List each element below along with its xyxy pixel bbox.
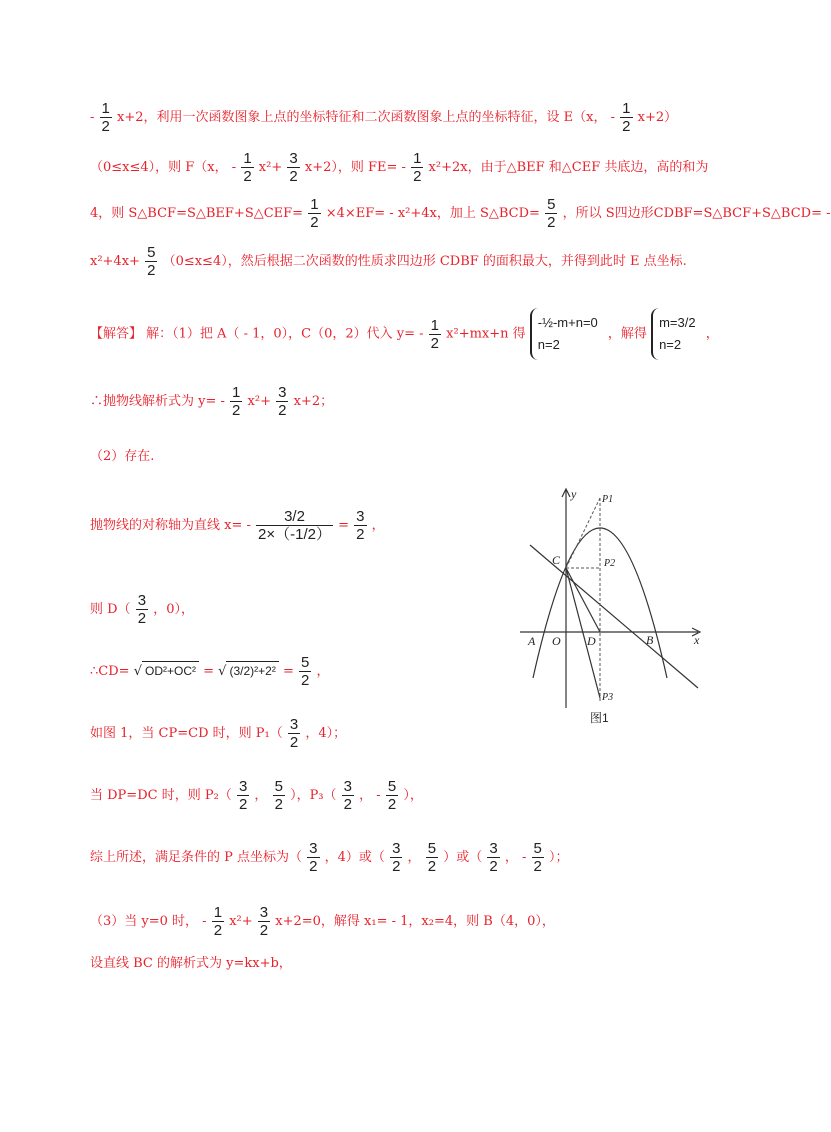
cd-line: ∴CD= √ OD²+OC² = √ (3/2)²+2² = $\frac{5}{2}$ ， — [90, 654, 330, 689]
fraction — [237, 778, 249, 813]
fraction — [212, 904, 224, 939]
fraction — [342, 778, 354, 813]
numerator: 5 — [301, 654, 310, 671]
text-run: x²+ — [258, 160, 283, 175]
text-run: = — [203, 664, 215, 679]
fraction — [620, 100, 632, 135]
text-run: x+2=0，解得 x₁= - 1，x₂=4，则 B（4，0）， — [275, 914, 555, 929]
text-run: x²+ — [247, 394, 271, 409]
text-run: （3）当 y=0 时， - — [90, 914, 207, 929]
system-line: n=2 — [537, 337, 560, 352]
sqrt-radicand: OD²+OC² — [142, 661, 199, 680]
denominator: 2 — [547, 214, 556, 231]
numerator: 3 — [137, 592, 147, 609]
fraction — [276, 384, 288, 419]
denominator: 2 — [387, 796, 397, 813]
fraction — [429, 317, 441, 352]
text-run: 4，则 S△BCF=S△BEF+S△CEF= — [90, 206, 304, 221]
text-line-1: - $\frac{1}{2}$ x+2，利用一次函数图象上点的坐标特征和二次函数图象上点的坐标特征，设 E（x， - $\frac{1}{2}$ x+2） — [90, 100, 678, 135]
denominator: 2 — [147, 262, 156, 279]
fraction — [426, 840, 438, 875]
label-x: x — [694, 633, 700, 647]
denominator: 2 — [392, 858, 401, 875]
text-run: x²+2x，由于△BEF 和△CEF 共底边，高的和为 — [428, 160, 709, 175]
text-run: ∴CD= — [90, 664, 130, 679]
text-run: ， — [254, 788, 268, 803]
denominator: 2 — [622, 118, 631, 135]
text-run: ，所以 S四边形CDBF=S△BCF+S△BCD= - — [562, 206, 831, 221]
lineBC-line — [90, 955, 292, 973]
denominator: 2×（-1/2） — [258, 526, 331, 543]
numerator: 3 — [238, 778, 248, 795]
numerator: 1 — [622, 100, 631, 117]
denominator: 2 — [137, 610, 147, 627]
numerator: 3 — [289, 150, 298, 167]
denominator: 2 — [309, 858, 318, 875]
denominator: 2 — [243, 168, 252, 185]
text-line-4 — [90, 244, 687, 279]
text-run: 如图 1，当 CP=CD 时，则 P₁（ — [90, 726, 283, 741]
text-run: 当 DP=DC 时，则 P₂（ — [90, 788, 232, 803]
text-line-2 — [90, 150, 708, 185]
denominator: 2 — [259, 922, 269, 939]
fraction — [386, 778, 398, 813]
answer-tag: 【解答】 — [90, 326, 143, 342]
fraction — [545, 196, 557, 231]
denominator: 2 — [533, 858, 542, 875]
text-run: （0≤x≤4），然后根据二次函数的性质求四边形 CDBF 的面积最大，并得到此时 E 点坐标. — [162, 254, 687, 269]
label-C: C — [552, 553, 561, 567]
fraction — [288, 716, 300, 751]
figure-caption: 图1 — [590, 711, 609, 725]
denominator: 2 — [427, 858, 437, 875]
part2-line — [90, 448, 154, 466]
fraction — [532, 840, 544, 875]
text-run: 抛物线的对称轴为直线 x= - — [90, 518, 251, 533]
solution-system — [651, 308, 702, 360]
denominator: 2 — [289, 168, 298, 185]
label-O: O — [552, 634, 561, 648]
text-run: ）； — [548, 850, 569, 865]
equation-system — [530, 308, 604, 360]
numerator: 3 — [309, 840, 318, 857]
part3-line — [90, 904, 555, 939]
text-run: 解：（1）把 A（ - 1，0），C（0，2）代入 y= - — [146, 326, 424, 342]
denominator: 2 — [232, 402, 241, 419]
denominator: 2 — [278, 402, 287, 419]
text-run: x+2； — [293, 394, 334, 409]
numerator: 3 — [278, 384, 287, 401]
text-run: ， — [705, 326, 719, 342]
numerator: 5 — [387, 778, 397, 795]
summary-line — [90, 840, 569, 875]
compound-fraction — [256, 508, 333, 543]
label-P2: P2 — [604, 558, 616, 569]
denominator: 2 — [101, 118, 110, 135]
denominator: 2 — [289, 734, 299, 751]
text-run: x+2），则 FE= - — [304, 160, 406, 175]
numerator: 1 — [243, 150, 252, 167]
text-run: ∴抛物线解析式为 y= - — [90, 394, 225, 409]
fraction — [308, 196, 320, 231]
fraction — [287, 150, 299, 185]
denominator: 2 — [274, 796, 283, 813]
numerator: 1 — [310, 196, 319, 213]
segment-CP3 — [566, 568, 600, 698]
label-B: B — [646, 633, 654, 647]
text-run: x+2，利用一次函数图象上点的坐标特征和二次函数图象上点的坐标特征，设 E（x， - — [117, 110, 616, 125]
p1-line — [90, 716, 346, 751]
numerator: 1 — [430, 316, 440, 334]
fraction — [307, 840, 319, 875]
system-line: -½-m+n=0 — [537, 315, 598, 330]
numerator: 3 — [392, 840, 401, 857]
denominator: 2 — [213, 922, 223, 939]
numerator: 3 — [289, 716, 299, 733]
text-run: （0≤x≤4），则 F（x， - — [90, 160, 237, 175]
system-line: n=2 — [659, 337, 682, 352]
label-P1: P1 — [602, 494, 614, 505]
text-run: = — [338, 518, 350, 533]
text-run: ×4×EF= - x²+4x，加上 S△BCD= — [325, 206, 540, 221]
numerator: 3 — [259, 904, 269, 921]
numerator: 3 — [356, 508, 365, 525]
label-D: D — [587, 634, 596, 648]
text-run: ，0）， — [153, 602, 194, 617]
text-run: 设直线 BC 的解析式为 y=kx+b， — [90, 956, 292, 971]
numerator: 1 — [101, 100, 110, 117]
denominator: 2 — [413, 168, 422, 185]
numerator: 1 — [232, 384, 241, 401]
text-run: ，4）； — [305, 726, 347, 741]
numerator: 5 — [533, 840, 542, 857]
label-A: A — [528, 634, 536, 648]
label-P3: P3 — [602, 692, 614, 703]
answer-line — [90, 308, 719, 360]
axis-line — [90, 508, 385, 543]
fraction — [487, 840, 499, 875]
sqrt-radicand: (3/2)²+2² — [226, 661, 278, 680]
text-line-3 — [90, 196, 831, 231]
parabola-line — [90, 384, 333, 419]
text-run: ）或（ — [443, 850, 483, 865]
text-run: x²+4x+ — [90, 254, 140, 269]
text-run: x²+mx+n 得 — [446, 326, 526, 342]
denominator: 2 — [238, 796, 248, 813]
fraction — [241, 150, 253, 185]
numerator: 5 — [547, 196, 556, 213]
text-run: ， - — [504, 850, 527, 865]
text-run: ）， — [403, 788, 423, 803]
text-run: ， - — [359, 788, 381, 803]
text-run: ， — [407, 850, 421, 865]
numerator: 1 — [413, 150, 422, 167]
p23-line — [90, 778, 423, 813]
fraction — [145, 244, 157, 279]
system-line: m=3/2 — [659, 315, 696, 330]
text-run: （2）存在. — [90, 449, 155, 464]
fraction — [411, 150, 423, 185]
pointD-line — [90, 592, 194, 627]
numerator: 5 — [274, 778, 283, 795]
label-y: y — [571, 487, 577, 501]
text-run: ， — [371, 518, 385, 533]
fraction — [390, 840, 402, 875]
denominator: 2 — [343, 796, 353, 813]
geometry-figure — [520, 488, 710, 713]
text-run: ，4）或（ — [324, 850, 385, 865]
fraction — [354, 508, 366, 543]
denominator: 2 — [301, 672, 310, 689]
numerator: 3 — [343, 778, 353, 795]
fraction — [136, 592, 148, 627]
denominator: 2 — [430, 334, 440, 352]
text-run: 则 D（ — [90, 602, 131, 617]
text-run: ，解得 — [607, 326, 647, 342]
denominator: 2 — [356, 526, 365, 543]
text-run: 综上所述，满足条件的 P 点坐标为（ — [90, 850, 303, 865]
fraction — [230, 384, 242, 419]
text-run: ， — [316, 664, 330, 679]
numerator: 5 — [427, 840, 437, 857]
numerator: 3/2 — [284, 508, 305, 525]
numerator: 1 — [213, 904, 223, 921]
text-run: x+2） — [637, 110, 678, 125]
numerator: 3 — [489, 840, 498, 857]
fraction — [100, 100, 112, 135]
text-run: ），P₃（ — [290, 788, 337, 803]
numerator: 5 — [147, 244, 156, 261]
segment-CP1 — [566, 498, 600, 568]
denominator: 2 — [310, 214, 319, 231]
fraction — [273, 778, 285, 813]
fraction — [258, 904, 270, 939]
text-run: x²+ — [229, 914, 253, 929]
text-run: = — [282, 664, 294, 679]
fraction — [299, 654, 311, 689]
denominator: 2 — [489, 858, 498, 875]
